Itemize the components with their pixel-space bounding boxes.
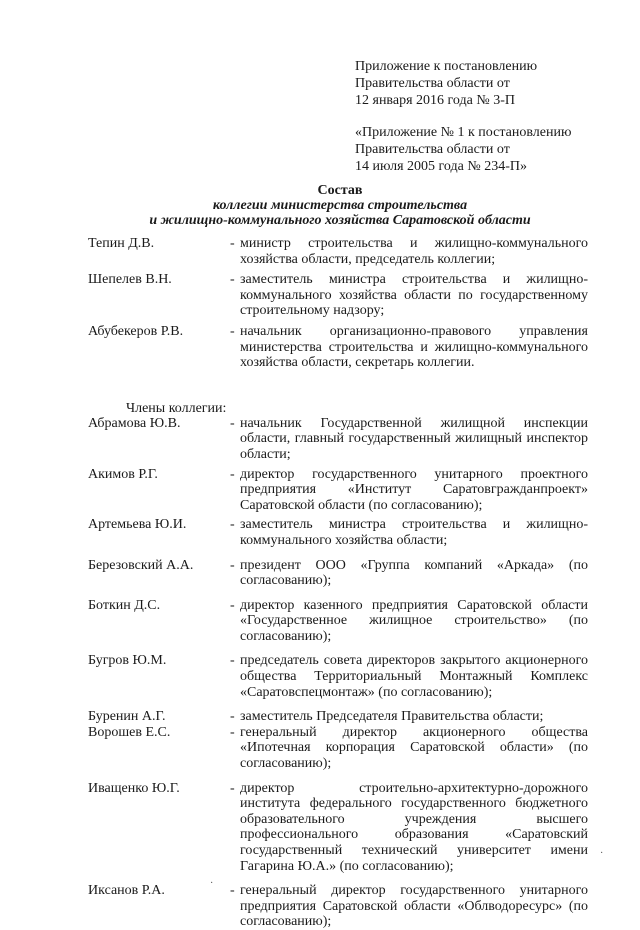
dash: - [230,236,235,251]
member-name: Тепин Д.В. [88,236,155,251]
appendix-line: Правительства области от [355,76,510,91]
member-position: заместитель министра строительства и жилищно-коммунального хозяйства области; [240,517,588,548]
dash: - [230,780,235,796]
appendix-line: 12 января 2016 года № 3-П [355,93,515,108]
member-position: заместитель министра строительства и жилищно-коммунального хозяйства области по государственному строительному надзору; [240,272,588,319]
dash: - [230,709,235,725]
member-name: Березовский А.А. [88,557,194,573]
member-position: президент ООО «Группа компаний «Аркада» (по согласованию); [240,557,588,589]
scan-speck: · [210,878,214,889]
appendix-header [355,58,625,175]
member-position: министр строительства и жилищно-коммунального хозяйства области, председатель коллегии; [240,236,588,267]
roster-entry [88,781,588,875]
member-name: Акимов Р.Г. [88,466,158,482]
member-name: Ворошев Е.С. [88,724,171,740]
roster-entry [88,272,588,319]
member-name: Шепелев В.Н. [88,272,172,288]
member-position: директор казенного предприятия Саратовской области «Государственное жилищное строительство» (по согласованию); [240,597,588,644]
member-name: Иксанов Р.А. [88,883,165,899]
appendix-line: Правительства области от [355,142,510,157]
title-line: и жилищно-коммунального хозяйства Саратовской области [149,213,531,228]
member-position: начальник Государственной жилищной инспекции области, главный государственный жилищный инспектор области; [240,415,588,462]
scan-speck: · [600,848,604,859]
roster-entry [88,598,588,645]
roster-entry [88,653,588,700]
appendix-line: 14 июля 2005 года № 234-П» [355,159,527,174]
dash: - [230,653,235,669]
roster-entry [88,558,588,589]
member-name: Абубекеров Р.В. [88,323,184,339]
dash: - [230,415,235,431]
member-position: генеральный директор государственного унитарного предприятия Саратовской области «Облводоресурс» (по согласованию); [240,883,588,930]
dash: - [230,557,235,573]
member-name: Абрамова Ю.В. [88,415,181,431]
roster-entry [88,725,588,772]
member-position: председатель совета директоров закрытого акционерного общества Территориальный Монтажный Комплекс «Саратовспецмонтаж» (по согласованию); [240,653,588,700]
dash: - [230,466,235,482]
roster-entry [88,517,588,548]
dash: - [230,517,235,533]
document-title [90,183,590,228]
roster-entry [88,467,588,514]
roster-entry [88,324,588,371]
appendix-line: Приложение к постановлению [355,59,538,74]
member-name: Иващенко Ю.Г. [88,780,180,796]
dash: - [230,272,235,288]
member-position: генеральный директор акционерного общества «Ипотечная корпорация Саратовской области» (по согласованию); [240,724,588,772]
title-line: Состав [317,183,363,198]
member-name: Артемьева Ю.И. [88,517,187,533]
dash: - [230,597,235,613]
member-position: заместитель Председателя Правительства области; [240,709,544,725]
roster-entry [88,236,588,267]
roster [88,236,588,930]
member-position: начальник организационно-правового управления министерства строительства и жилищно-коммунального хозяйства области, секретарь коллегии. [240,323,588,371]
roster-entry [88,883,588,930]
member-name: Боткин Д.С. [88,597,161,613]
member-position: директор строительно-архитектурно-дорожного института федерального государственного бюджетного образовательного учреждения высшего профессионального образования «Саратовский государственный технический университет имени Гагарина Ю.А.» (по согласованию); [240,780,588,874]
title-line: коллегии министерства строительства [212,198,468,213]
member-name: Буренин А.Г. [88,709,166,725]
dash: - [230,323,235,339]
dash: - [230,724,235,740]
roster-entry [88,709,588,725]
roster-entry [88,416,588,463]
spacer [355,109,625,124]
member-position: директор государственного унитарного проектного предприятия «Институт Саратовгражданпроект» Саратовской области (по согласованию); [240,466,588,513]
dash: - [230,883,235,899]
appendix-line: «Приложение № 1 к постановлению [355,125,572,140]
member-name: Бугров Ю.М. [88,653,167,669]
members-heading: Члены коллегии: [126,400,227,416]
